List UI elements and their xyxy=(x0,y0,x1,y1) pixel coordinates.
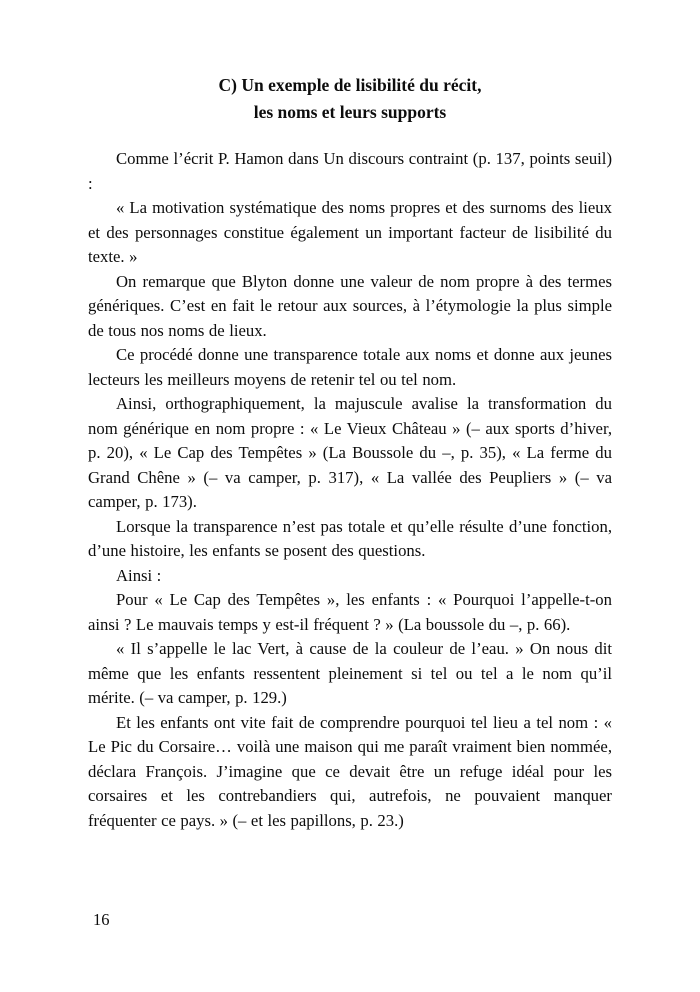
section-title-line2: les noms et leurs supports xyxy=(253,102,447,122)
paragraph: On remarque que Blyton donne une valeur de nom propre à des termes génériques. C’est en fait le retour aux sources, à l’étymologie la plus simple de tous nos noms de lieux. xyxy=(88,271,612,340)
paragraph: Lorsque la transparence n’est pas totale et qu’elle résulte d’une fonction, d’une histoire, les enfants se posent des questions. xyxy=(88,516,612,560)
paragraph: « La motivation systématique des noms propres et des surnoms des lieux et des personnages constitue également un important facteur de lisibilité du texte. » xyxy=(88,198,612,266)
paragraph: Ainsi : xyxy=(116,565,162,585)
paragraph: Ce procédé donne une transparence totale aux noms et donne aux jeunes lecteurs les meilleurs moyens de retenir tel ou tel nom. xyxy=(88,345,612,389)
section-title-line1: C) Un exemple de lisibilité du récit, xyxy=(218,75,482,95)
section-title xyxy=(88,72,612,126)
page-content xyxy=(88,72,612,833)
page-number: 16 xyxy=(93,910,110,929)
paragraph: Pour « Le Cap des Tempêtes », les enfants : « Pourquoi l’appelle-t-on ainsi ? Le mauvais temps y est-il fréquent ? » (La boussole du –, p. 66). xyxy=(88,590,612,634)
paragraph: Et les enfants ont vite fait de comprendre pourquoi tel lieu a tel nom : « Le Pic du Corsaire… voilà une maison qui me paraît vraiment bien nommée, déclara François. J’imagine que ce devait être un refuge idéal pour les corsaires et les contrebandiers qui, autrefois, ne pouvaient manquer fréquenter ce pays. » (– et les papillons, p. 23.) xyxy=(88,712,612,830)
paragraph: Ainsi, orthographiquement, la majuscule avalise la transformation du nom générique en nom propre : « Le Vieux Château » (– aux sports d’hiver, p. 20), « Le Cap des Tempêtes » (La Boussole du –, p. 35), « La ferme du Grand Chêne » (– va camper, p. 317), « La vallée des Peupliers » (– va camper, p. 173). xyxy=(88,394,612,511)
paragraph: Comme l’écrit P. Hamon dans Un discours contraint (p. 137, points seuil) : xyxy=(88,149,612,193)
paragraph: « Il s’appelle le lac Vert, à cause de la couleur de l’eau. » On nous dit même que les enfants ressentent pleinement si tel ou tel a le nom qu’il mérite. (– va camper, p. 129.) xyxy=(88,639,612,707)
body-text xyxy=(88,147,612,833)
